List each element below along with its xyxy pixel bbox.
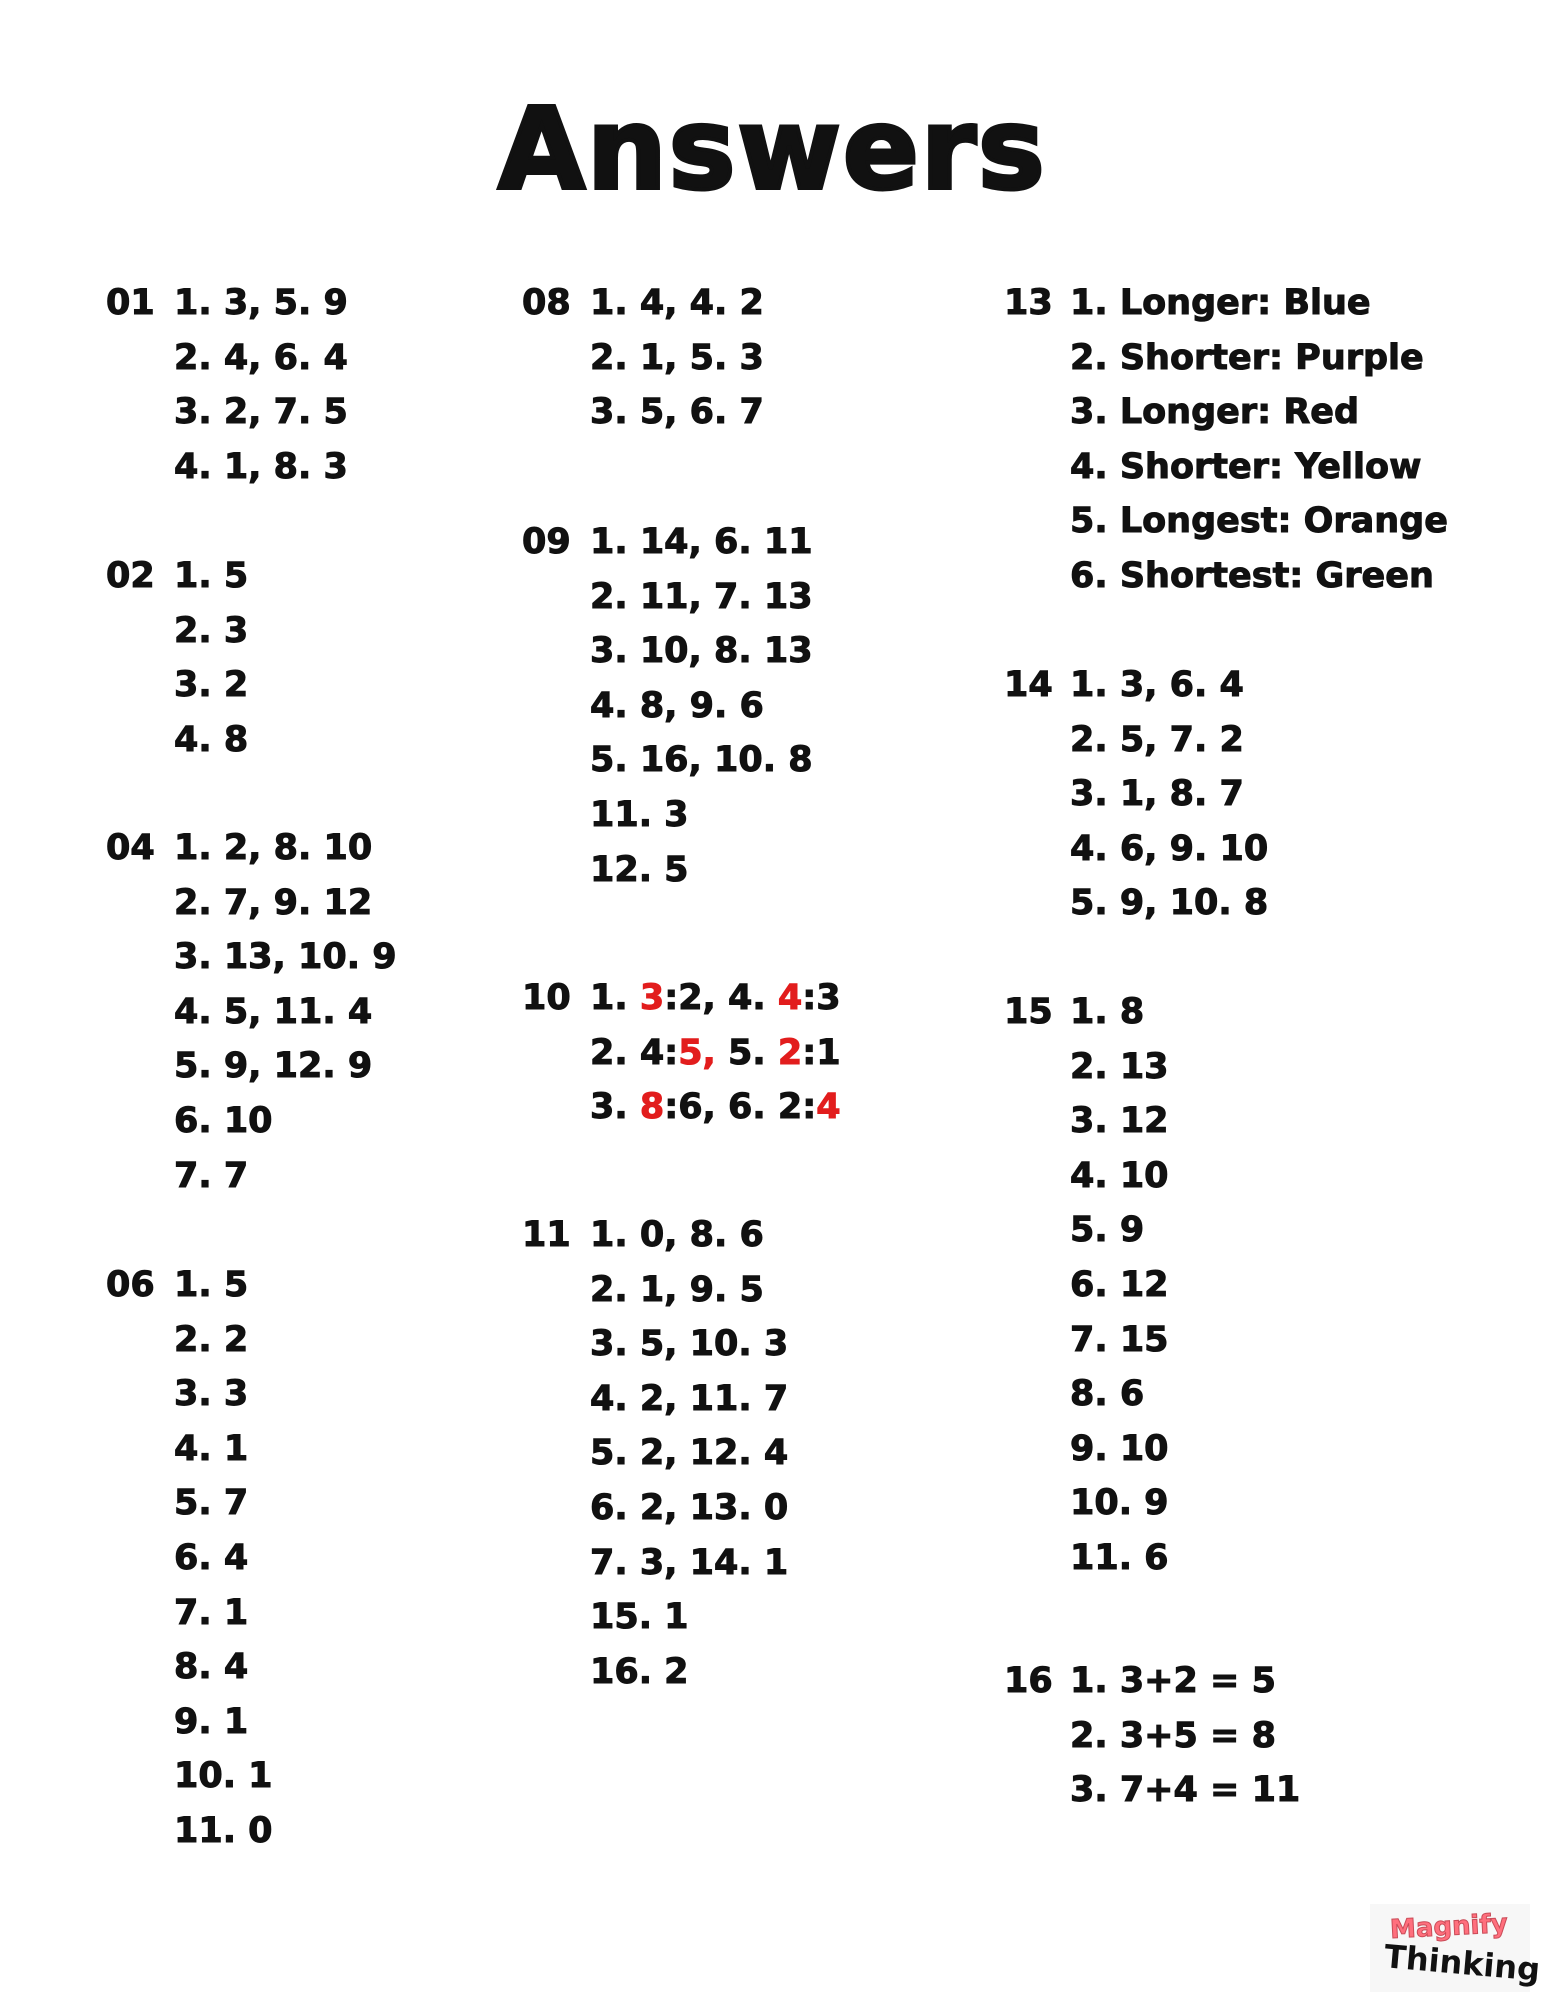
answer-line: 1. 3, 6. 4	[1070, 665, 1244, 705]
answer-line: 7. 7	[174, 1155, 249, 1196]
answer-line: 9. 10	[1070, 1428, 1169, 1469]
answer-line: 5. 16, 10. 8	[590, 740, 813, 781]
answer-line: 11. 3	[590, 794, 689, 835]
answer-line: 2. 2	[174, 1319, 249, 1360]
answer-line: 3. 1, 8. 7	[1070, 774, 1244, 815]
answer-line: 8. 6	[1070, 1374, 1145, 1415]
page-title: Answers	[498, 85, 1047, 215]
answer-highlight: 4	[777, 978, 803, 1018]
answer-line: 3. 12	[1070, 1101, 1169, 1142]
answer-line: 2. 13	[1070, 1046, 1169, 1087]
logo-thinking-text: Thinking	[1382, 1937, 1542, 1989]
section-number: 13	[1004, 283, 1053, 323]
answer-line: 5. Longest: Orange	[1070, 501, 1448, 542]
answer-line: 2. 3+5 = 8	[1070, 1715, 1276, 1756]
answer-line: 2. 3	[174, 610, 249, 651]
answer-line: 15. 1	[590, 1597, 689, 1638]
answer-line: 2. 5, 7. 2	[1070, 719, 1244, 760]
answer-line: 6. 2, 13. 0	[590, 1487, 789, 1528]
answer-line: 4. Shorter: Yellow	[1070, 446, 1422, 487]
answer-segment: 5.	[715, 1032, 778, 1073]
answer-line: 6. 10	[174, 1100, 273, 1141]
answer-line: 4. 10	[1070, 1155, 1169, 1196]
answer-line: 4. 1, 8. 3	[174, 446, 348, 487]
answer-segment: 3.	[590, 1087, 640, 1128]
answer-line: 2. 1, 5. 3	[590, 337, 764, 378]
answer-line: 3. 13, 10. 9	[174, 937, 397, 978]
ratio-answer-line	[590, 971, 841, 1026]
answer-line: 6. 4	[174, 1537, 249, 1578]
answer-line: 10. 9	[1070, 1483, 1169, 1524]
answer-segment: :2, 4.	[664, 978, 778, 1018]
answer-line: 4. 6, 9. 10	[1070, 828, 1269, 869]
ratio-answer-line	[590, 1080, 841, 1135]
answer-line: 2. 1, 9. 5	[590, 1269, 764, 1310]
section-number: 09	[522, 522, 571, 562]
magnify-thinking-logo	[1370, 1904, 1542, 1992]
answer-line: 5. 9	[1070, 1210, 1145, 1251]
answer-line: 2. 4, 6. 4	[174, 337, 348, 378]
answer-segment: :6, 6. 2:	[664, 1087, 817, 1128]
section-number: 15	[1004, 992, 1053, 1032]
answer-line: 3. 5, 10. 3	[590, 1324, 789, 1365]
answer-line: 3. 5, 6. 7	[590, 392, 764, 433]
answer-line: 3. 2	[174, 665, 249, 706]
answer-segment: 1.	[590, 978, 640, 1018]
answer-line: 7. 1	[174, 1592, 249, 1633]
answer-line: 11. 6	[1070, 1537, 1169, 1578]
section-number: 01	[106, 283, 155, 323]
section-number: 04	[106, 828, 155, 868]
answer-highlight: 4	[816, 1087, 841, 1128]
answer-line: 3. 2, 7. 5	[174, 392, 348, 433]
answer-line: 6. Shortest: Green	[1070, 555, 1434, 596]
answer-segment: 2. 4:	[590, 1032, 679, 1073]
answer-line: 2. Shorter: Purple	[1070, 337, 1424, 378]
logo-magnify-text: Magnify	[1389, 1908, 1509, 1946]
answer-highlight: 8	[639, 1087, 665, 1128]
answer-line: 12. 5	[590, 849, 689, 890]
answer-line: 5. 9, 12. 9	[174, 1046, 373, 1087]
section-number: 02	[106, 556, 155, 596]
section-number: 16	[1004, 1661, 1053, 1701]
answer-line: 8. 4	[174, 1647, 249, 1688]
answer-line: 11. 0	[174, 1810, 273, 1851]
answer-segment: :1	[802, 1032, 841, 1073]
answer-line: 3. Longer: Red	[1070, 392, 1360, 433]
answer-line: 5. 7	[174, 1483, 249, 1524]
answer-highlight: 5,	[678, 1032, 716, 1073]
ratio-answer-line	[590, 1026, 841, 1081]
section-number: 06	[106, 1265, 155, 1305]
section-number: 08	[522, 283, 571, 323]
answer-line: 5. 2, 12. 4	[590, 1433, 789, 1474]
answer-line: 4. 8, 9. 6	[590, 685, 764, 726]
answer-line: 1. 3+2 = 5	[1070, 1661, 1276, 1701]
answer-line: 1. 5	[174, 556, 249, 596]
answer-line: 10. 1	[174, 1756, 273, 1797]
answer-line: 1. 8	[1070, 992, 1145, 1032]
answer-line: 1. 14, 6. 11	[590, 522, 813, 562]
answer-line: 9. 1	[174, 1701, 249, 1742]
answer-highlight: 2	[777, 1032, 803, 1073]
answer-line: 4. 8	[174, 719, 249, 760]
answer-line: 4. 5, 11. 4	[174, 991, 373, 1032]
answer-line: 5. 9, 10. 8	[1070, 883, 1269, 924]
answer-line: 7. 15	[1070, 1319, 1169, 1360]
answer-line: 1. 5	[174, 1265, 249, 1305]
answer-line: 7. 3, 14. 1	[590, 1542, 789, 1583]
answer-line: 3. 7+4 = 11	[1070, 1770, 1301, 1811]
section-number: 10	[522, 978, 571, 1018]
answer-line: 1. Longer: Blue	[1070, 283, 1371, 323]
section-number: 14	[1004, 665, 1053, 705]
answer-line: 3. 3	[174, 1374, 249, 1415]
answer-line: 1. 0, 8. 6	[590, 1215, 764, 1255]
answer-line: 3. 10, 8. 13	[590, 631, 813, 672]
answer-line: 2. 11, 7. 13	[590, 576, 813, 617]
answer-line: 6. 12	[1070, 1264, 1169, 1305]
answer-line: 4. 1	[174, 1428, 249, 1469]
answer-line: 1. 3, 5. 9	[174, 283, 348, 323]
answer-line: 1. 2, 8. 10	[174, 828, 373, 868]
answer-line: 2. 7, 9. 12	[174, 882, 373, 923]
answer-line: 16. 2	[590, 1651, 689, 1692]
answer-segment: :3	[802, 978, 841, 1018]
answer-line: 4. 2, 11. 7	[590, 1378, 789, 1419]
answer-line: 1. 4, 4. 2	[590, 283, 764, 323]
answer-highlight: 3	[639, 978, 665, 1018]
section-number: 11	[522, 1215, 571, 1255]
